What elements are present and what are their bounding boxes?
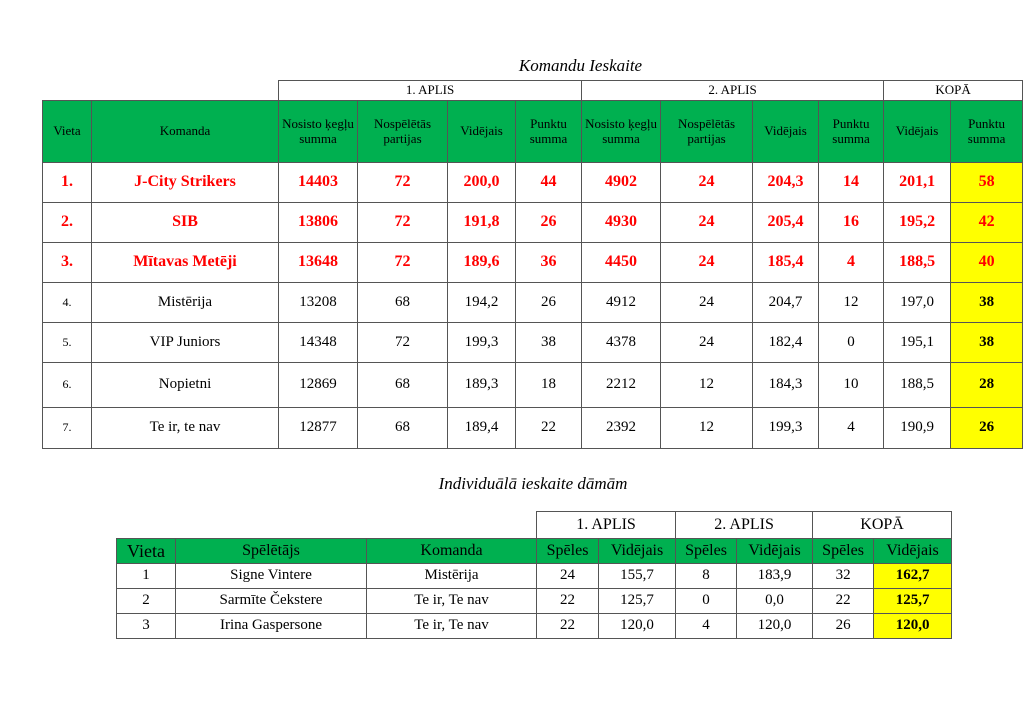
column-header: Punktu summa: [951, 101, 1023, 163]
value-cell: 14: [819, 163, 884, 203]
table-row: [43, 323, 1023, 363]
value-cell: 0: [676, 589, 737, 614]
value-cell: 22: [537, 614, 599, 639]
value-cell: 68: [358, 363, 448, 408]
group-header-round1: 1. APLIS: [537, 512, 676, 539]
column-header: Vidējais: [448, 101, 516, 163]
value-cell: 199,3: [753, 408, 819, 449]
value-cell: 14403: [279, 163, 358, 203]
value-cell: 189,3: [448, 363, 516, 408]
table-row: [43, 408, 1023, 449]
column-header: Vidējais: [737, 539, 813, 564]
value-cell: 12: [819, 283, 884, 323]
value-cell: 72: [358, 163, 448, 203]
table-row: [117, 589, 952, 614]
place-cell: 7.: [43, 408, 92, 449]
value-cell: 120,0: [874, 614, 952, 639]
value-cell: 12: [661, 408, 753, 449]
value-cell: 26: [516, 283, 582, 323]
team-standings-title: Komandu Ieskaite: [518, 56, 643, 75]
player-name-cell: Irina Gaspersone: [176, 614, 367, 639]
value-cell: 120,0: [737, 614, 813, 639]
value-cell: 120,0: [599, 614, 676, 639]
value-cell: 183,9: [737, 564, 813, 589]
table-row: [117, 614, 952, 639]
value-cell: 40: [951, 243, 1023, 283]
women-standings-table: [116, 511, 952, 639]
value-cell: 4378: [582, 323, 661, 363]
value-cell: 188,5: [884, 363, 951, 408]
place-cell: 6.: [43, 363, 92, 408]
value-cell: 182,4: [753, 323, 819, 363]
column-header: Punktu summa: [819, 101, 884, 163]
value-cell: 197,0: [884, 283, 951, 323]
column-header: Vidējais: [884, 101, 951, 163]
value-cell: 4912: [582, 283, 661, 323]
value-cell: 199,3: [448, 323, 516, 363]
group-header-total: KOPĀ: [813, 512, 952, 539]
value-cell: 38: [951, 283, 1023, 323]
value-cell: 24: [661, 323, 753, 363]
value-cell: 32: [813, 564, 874, 589]
value-cell: 4902: [582, 163, 661, 203]
team-name-cell: J-City Strikers: [92, 163, 279, 203]
value-cell: 72: [358, 243, 448, 283]
group-header-round2: 2. APLIS: [676, 512, 813, 539]
value-cell: 190,9: [884, 408, 951, 449]
team-name-cell: Mistērija: [367, 564, 537, 589]
value-cell: 162,7: [874, 564, 952, 589]
column-header: Vieta: [43, 101, 92, 163]
value-cell: 13806: [279, 203, 358, 243]
value-cell: 184,3: [753, 363, 819, 408]
value-cell: 12: [661, 363, 753, 408]
team-name-cell: Te ir, Te nav: [367, 589, 537, 614]
value-cell: 189,4: [448, 408, 516, 449]
value-cell: 24: [661, 163, 753, 203]
value-cell: 22: [516, 408, 582, 449]
column-header: Komanda: [367, 539, 537, 564]
value-cell: 12869: [279, 363, 358, 408]
table-row: [43, 243, 1023, 283]
column-header: Nosisto ķegļu summa: [582, 101, 661, 163]
value-cell: 36: [516, 243, 582, 283]
value-cell: 2212: [582, 363, 661, 408]
column-header: Vieta: [117, 539, 176, 564]
place-cell: 2.: [43, 203, 92, 243]
value-cell: 10: [819, 363, 884, 408]
value-cell: 22: [813, 589, 874, 614]
table-row: [43, 163, 1023, 203]
team-name-cell: Mītavas Metēji: [92, 243, 279, 283]
value-cell: 2392: [582, 408, 661, 449]
value-cell: 44: [516, 163, 582, 203]
value-cell: 24: [661, 283, 753, 323]
column-header: Spēlētājs: [176, 539, 367, 564]
value-cell: 18: [516, 363, 582, 408]
table-row: [117, 564, 952, 589]
value-cell: 68: [358, 283, 448, 323]
value-cell: 13208: [279, 283, 358, 323]
value-cell: 0: [819, 323, 884, 363]
value-cell: 194,2: [448, 283, 516, 323]
women-standings-title: Individuālā ieskaite dāmām: [438, 474, 628, 493]
value-cell: 191,8: [448, 203, 516, 243]
value-cell: 204,3: [753, 163, 819, 203]
column-header: Spēles: [676, 539, 737, 564]
value-cell: 13648: [279, 243, 358, 283]
value-cell: 42: [951, 203, 1023, 243]
place-cell: 5.: [43, 323, 92, 363]
value-cell: 4450: [582, 243, 661, 283]
value-cell: 72: [358, 203, 448, 243]
value-cell: 72: [358, 323, 448, 363]
place-cell: 1: [117, 564, 176, 589]
column-header: Vidējais: [599, 539, 676, 564]
group-header-total: KOPĀ: [884, 81, 1023, 101]
column-header: Vidējais: [874, 539, 952, 564]
value-cell: 189,6: [448, 243, 516, 283]
table-row: [43, 203, 1023, 243]
column-header: Punktu summa: [516, 101, 582, 163]
column-header: Nospēlētās partijas: [661, 101, 753, 163]
value-cell: 16: [819, 203, 884, 243]
team-standings-table: [42, 80, 1023, 449]
value-cell: 4930: [582, 203, 661, 243]
value-cell: 0,0: [737, 589, 813, 614]
player-name-cell: Sarmīte Čekstere: [176, 589, 367, 614]
team-name-cell: SIB: [92, 203, 279, 243]
value-cell: 188,5: [884, 243, 951, 283]
place-cell: 3: [117, 614, 176, 639]
team-name-cell: Te ir, Te nav: [367, 614, 537, 639]
table-row: [43, 363, 1023, 408]
player-name-cell: Signe Vintere: [176, 564, 367, 589]
column-header: Komanda: [92, 101, 279, 163]
value-cell: 24: [661, 203, 753, 243]
value-cell: 26: [951, 408, 1023, 449]
team-name-cell: VIP Juniors: [92, 323, 279, 363]
value-cell: 14348: [279, 323, 358, 363]
value-cell: 195,1: [884, 323, 951, 363]
value-cell: 24: [537, 564, 599, 589]
column-header: Spēles: [813, 539, 874, 564]
team-name-cell: Mistērija: [92, 283, 279, 323]
value-cell: 58: [951, 163, 1023, 203]
place-cell: 2: [117, 589, 176, 614]
value-cell: 125,7: [874, 589, 952, 614]
value-cell: 125,7: [599, 589, 676, 614]
column-header: Nospēlētās partijas: [358, 101, 448, 163]
value-cell: 8: [676, 564, 737, 589]
team-name-cell: Nopietni: [92, 363, 279, 408]
value-cell: 201,1: [884, 163, 951, 203]
column-header: Spēles: [537, 539, 599, 564]
value-cell: 204,7: [753, 283, 819, 323]
value-cell: 24: [661, 243, 753, 283]
value-cell: 28: [951, 363, 1023, 408]
value-cell: 12877: [279, 408, 358, 449]
column-header: Nosisto ķegļu summa: [279, 101, 358, 163]
value-cell: 200,0: [448, 163, 516, 203]
value-cell: 68: [358, 408, 448, 449]
value-cell: 26: [516, 203, 582, 243]
place-cell: 1.: [43, 163, 92, 203]
value-cell: 205,4: [753, 203, 819, 243]
value-cell: 26: [813, 614, 874, 639]
value-cell: 22: [537, 589, 599, 614]
value-cell: 155,7: [599, 564, 676, 589]
value-cell: 38: [516, 323, 582, 363]
group-header-round1: 1. APLIS: [279, 81, 582, 101]
place-cell: 4.: [43, 283, 92, 323]
column-header: Vidējais: [753, 101, 819, 163]
group-header-round2: 2. APLIS: [582, 81, 884, 101]
value-cell: 4: [819, 243, 884, 283]
team-name-cell: Te ir, te nav: [92, 408, 279, 449]
place-cell: 3.: [43, 243, 92, 283]
table-row: [43, 283, 1023, 323]
value-cell: 185,4: [753, 243, 819, 283]
value-cell: 4: [676, 614, 737, 639]
value-cell: 4: [819, 408, 884, 449]
value-cell: 195,2: [884, 203, 951, 243]
value-cell: 38: [951, 323, 1023, 363]
